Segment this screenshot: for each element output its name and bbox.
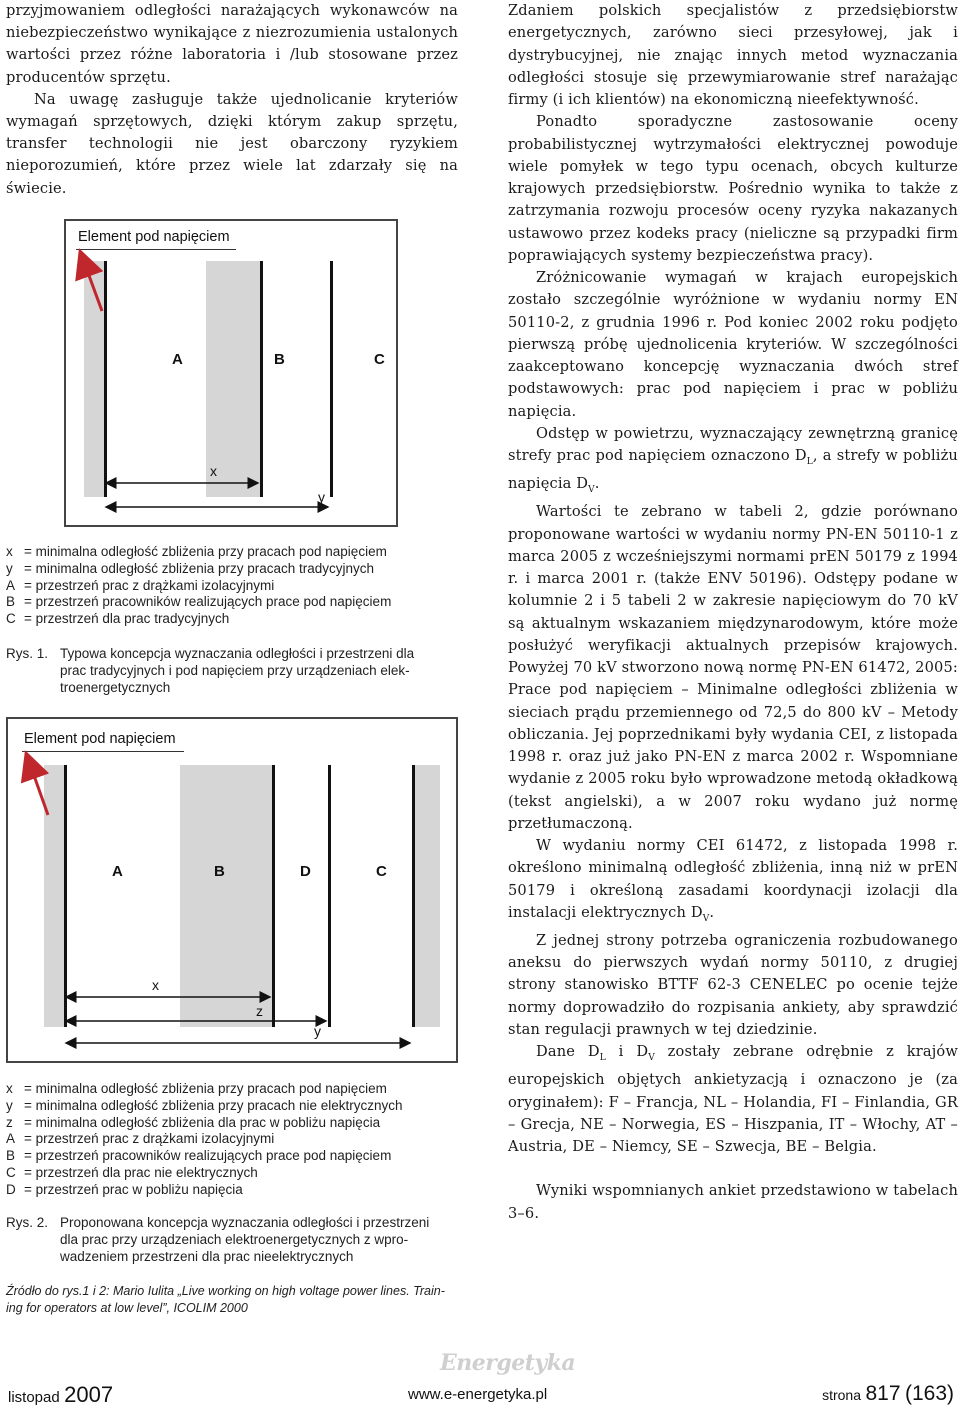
legend-row: [6, 1148, 403, 1165]
legend-text: = minimalna odległość zbliżenia przy pracach tradycyjnych: [24, 560, 375, 576]
legend-text: = przestrzeń prac z drążkami izolacyjnymi: [24, 1131, 275, 1147]
legend-key: C: [6, 611, 16, 627]
zone-label-b: B: [214, 863, 225, 880]
figure-1-legend: [6, 544, 391, 628]
figure-2-title: Element pod napięciem: [24, 731, 176, 747]
dimension-label-z: z: [256, 1003, 263, 1019]
zone-label-a: A: [112, 863, 123, 880]
legend-text: = przestrzeń pracowników realizujących prace pod napięciem: [24, 594, 392, 610]
dane-c: zostały zebrane odrębnie z krajów europejskich objętych ankietyzacją i oznaczono je (za oryginałem): F – Francja, NL – Holandia, FI – Finlandia, GR – Grecja, NE – Norwegia, ES – Hiszpania, IT – Włochy, AT – Austria, DE – Niemcy, SE – Szwecja, BE – Belgia.: [508, 1043, 958, 1156]
legend-key: z: [6, 1114, 13, 1130]
legend-text: = minimalna odległość zbliżenia przy pracach pod napięciem: [24, 544, 387, 559]
legend-text: = przestrzeń pracowników realizujących prace pod napięciem: [24, 1148, 392, 1164]
legend-row: [6, 578, 391, 595]
figure-2-caption-line: Proponowana koncepcja wyznaczania odległości i przestrzeni: [60, 1215, 430, 1230]
legend-key: y: [6, 560, 13, 576]
figure-2-diagram: [6, 717, 458, 1063]
zone-label-a: A: [172, 351, 183, 368]
legend-text: = przestrzeń prac w pobliżu napięcia: [24, 1181, 243, 1197]
dimension-label-x: x: [152, 977, 159, 993]
dl-dv-mid: , a strefy w pobliżu napięcia D: [508, 447, 958, 493]
figure-1-diagram: [64, 219, 398, 527]
figure-1-caption-number: Rys. 1.: [6, 646, 49, 661]
dimension-label-y: y: [318, 489, 325, 505]
legend-row: [6, 1098, 403, 1115]
dl-dv-intro: Odstęp w powietrzu, wyznaczający zewnętrzną granicę strefy prac pod napięciem oznaczono D: [508, 424, 958, 464]
right-paragraph-3: Zróżnicowanie wymagań w krajach europejskich zostało szczególnie wyróżnione w wydaniu normy EN 50110-2, z grudnia 1996 r. Pod koniec 2002 roku podjęto pierwszą próbę ujednolicenia kryteriów. W szczególności zaakceptowano koncepcję wyznaczania dwóch stref podstawowych: prac pod napięciem i prac w pobliżu napięcia.: [508, 269, 958, 420]
live-element-arrow: [80, 251, 102, 311]
legend-row: [6, 1081, 403, 1098]
footer-url[interactable]: www.e-energetyka.pl: [408, 1386, 548, 1403]
zone-label-d: D: [300, 863, 311, 880]
dv-subscript: V: [588, 485, 595, 496]
figure-1-arrows: [66, 221, 396, 525]
figure-2-caption-line: dla prac przy urządzeniach elektroenergetycznych z wpro-: [60, 1231, 409, 1247]
page-footer: [0, 1380, 960, 1410]
dl-dv-end: .: [594, 475, 600, 493]
figure-1-caption: [6, 646, 458, 696]
figure-2-caption-number: Rys. 2.: [6, 1215, 49, 1230]
magazine-logo: Energetyka: [440, 1350, 576, 1376]
legend-row: [6, 1165, 403, 1182]
zone-label-b: B: [274, 351, 285, 368]
legend-row: [6, 561, 391, 578]
dane-a: Dane D: [536, 1043, 600, 1061]
footer-page-label: strona: [822, 1387, 862, 1403]
figure-1-caption-line: prac tradycyjnych i pod napięciem przy urządzeniach elek-: [60, 662, 410, 678]
dl-subscript: L: [599, 1053, 606, 1064]
right-paragraph-1: Zdaniem polskich specjalistów z przedsiębiorstw energetycznych, zarówno sieci przesyłowej, jak i dystrybucyjnej, nie znając innych metod wyznaczania odległości stosuje się przewymiarowanie stref narażając firmy (i ich klientów) na ekonomiczną nieefektywność.: [508, 2, 958, 108]
legend-row: [6, 611, 391, 628]
legend-row: [6, 1115, 403, 1132]
footer-year: 2007: [64, 1382, 114, 1407]
figure-1-caption-line: troenergetycznych: [60, 679, 171, 695]
legend-key: x: [6, 544, 13, 559]
right-paragraph-5: [508, 835, 958, 930]
dimension-label-y: y: [314, 1023, 321, 1039]
figure-2-caption: [6, 1215, 458, 1265]
legend-key: A: [6, 577, 16, 593]
live-element-arrow: [26, 753, 48, 815]
dane-b: i D: [605, 1043, 649, 1061]
dv-subscript: V: [702, 913, 710, 924]
figure-2-caption-line: wadzeniem przestrzeni dla prac nieelektrycznych: [60, 1248, 354, 1264]
dl-subscript: L: [806, 456, 813, 467]
right-paragraph-dl-dv: [508, 423, 958, 502]
left-column: [6, 0, 458, 200]
legend-text: = minimalna odległość zbliżenia dla prac w pobliżu napięcia: [24, 1114, 381, 1130]
legend-key: y: [6, 1097, 13, 1113]
legend-key: C: [6, 1164, 16, 1180]
source-line-2: ing for operators at low level”, ICOLIM 2000: [6, 1300, 248, 1315]
figure-1-title: Element pod napięciem: [78, 229, 230, 245]
legend-row: [6, 544, 391, 561]
legend-key: B: [6, 594, 16, 610]
legend-text: = minimalna odległość zbliżenia przy pracach pod napięciem: [24, 1081, 387, 1096]
legend-row: [6, 1182, 403, 1199]
legend-key: A: [6, 1131, 16, 1147]
legend-text: = minimalna odległość zbliżenia przy pracach nie elektrycznych: [24, 1097, 403, 1113]
legend-row: [6, 1131, 403, 1148]
legend-row: [6, 594, 391, 611]
left-paragraph-1: przyjmowaniem odległości narażających wykonawców na niebezpieczeństwo wynikające z niezrozumienia ustalonych wartości przez różne laboratoria i /lub stosowane przez producentów sprzętu.: [6, 2, 458, 86]
figure-2-legend: [6, 1081, 403, 1199]
legend-key: D: [6, 1181, 16, 1197]
figure-1-caption-line: Typowa koncepcja wyznaczania odległości i przestrzeni dla: [60, 646, 415, 661]
figure-2-arrows: [8, 719, 456, 1061]
right-paragraph-2: Ponadto sporadyczne zastosowanie oceny probabilistycznej wytrzymałości elektrycznej powoduje wiele pomyłek w tego typu ocenach, obcych kulturze krajowych przedsiębiorstw. Pośrednio wynika to także z zatrzymania rozwoju procesów oceny ryzyka nakazanych ustawowo przez kodeks pracy (nieliczne są przypadki firm poprawiających systemy bezpieczeństwa pracy).: [508, 113, 958, 264]
legend-text: = przestrzeń dla prac tradycyjnych: [24, 611, 230, 627]
right-paragraph-4: Wartości te zebrano w tabeli 2, gdzie porównano proponowane wartości w wydaniu normy PN-EN 50110-1 z marca 2005 z wcześniejszymi normami prEN 50179 z 1994 r. i marca 2001 r. (także ENV 50196). Odstępy podane w kolumnie 2 i 5 tabeli 2 w zakresie napięciowym do 70 kV są aktualnym wskazaniem międzynarodowym, które może posłużyć weryfikacji aktualnych przepisów krajowych. Powyżej 70 kV stworzono nową normę PN-EN 61472, 2005: Prace pod napięciem – Minimalne odległości zbliżenia w sieciach prądu przemiennego od 72,5 do 800 kV – Metody obliczania. Jej poprzednikami były wydania CEI, z listopada 1998 r. oraz już jako PN-EN z marca 2002 r. Wspomniane wydanie z 2005 roku było wprowadzone metodą okładkową (tekst angielski), a w 2007 roku wydano już normę przetłumaczoną.: [508, 503, 958, 832]
right-paragraph-final: Wyniki wspomnianych ankiet przedstawiono w tabelach 3–6.: [508, 1182, 958, 1222]
legend-key: x: [6, 1081, 13, 1096]
footer-page-total: (163): [904, 1382, 954, 1405]
footer-page-number: 817: [865, 1382, 901, 1405]
legend-text: = przestrzeń dla prac nie elektrycznych: [24, 1164, 258, 1180]
zone-label-c: C: [374, 351, 385, 368]
right-paragraph-5-end: .: [709, 903, 715, 921]
legend-text: = przestrzeń prac z drążkami izolacyjnymi: [24, 577, 275, 593]
right-paragraph-dane: [508, 1041, 958, 1158]
source-line-1: Źródło do rys.1 i 2: Mario Iulita „Live working on high voltage power lines. Train-: [6, 1284, 445, 1298]
zone-label-c: C: [376, 863, 387, 880]
right-column: [508, 0, 958, 1225]
footer-page: [822, 1382, 954, 1406]
dv-subscript: V: [648, 1053, 655, 1064]
left-paragraph-2: Na uwagę zasługuje także ujednolicanie kryteriów wymagań sprzętowych, dzięki którym zakup sprzętu, transfer technologii nie jest obarczony ryzykiem nieporozumień, które przez wiele lat zdarzały się na świecie.: [6, 90, 458, 197]
dimension-label-x: x: [210, 463, 217, 479]
footer-month: listopad: [8, 1389, 60, 1406]
footer-issue: [8, 1382, 113, 1408]
right-paragraph-5-text: W wydaniu normy CEI 61472, z listopada 1998 r. określono minimalną odległość zbliżenia, inną niż w prEN 50179 i określoną zasadami koordynacji izolacji dla instalacji elektrycznych D: [508, 837, 958, 921]
legend-key: B: [6, 1148, 16, 1164]
figure-source-note: [6, 1283, 458, 1316]
right-paragraph-6: Z jednej strony potrzeba ograniczenia rozbudowanego aneksu do pierwszych wydań normy 50110, z drugiej strony stanowisko BTTF 62-3 CENELEC po ocenie tejże normy doprowadziło do rozpisania ankiety, aby sprawdzić stan regulacji prawnych w tej dziedzinie.: [508, 931, 958, 1038]
